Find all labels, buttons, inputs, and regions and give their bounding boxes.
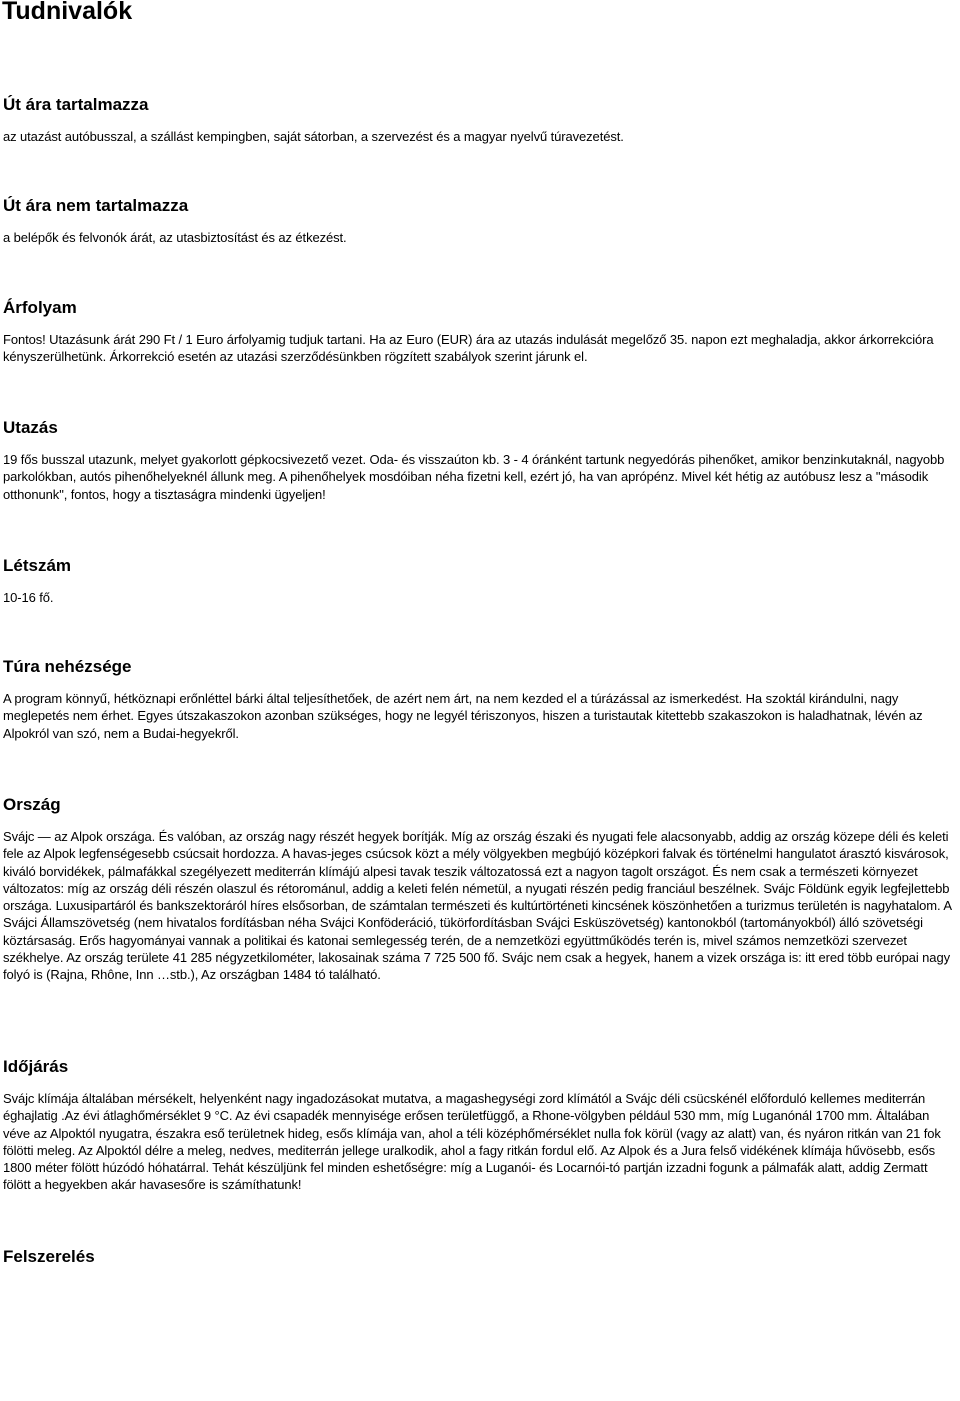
- section-text: Fontos! Utazásunk árát 290 Ft / 1 Euro árfolyamig tudjuk tartani. Ha az Euro (EUR) ára az utazás indulását megelőző 35. napon ezt meghaladja, akkor árkorrekcióra kényszerülhetünk. Árkorrekció esetén az utazási szerződésünkben rögzített szabályok szerint járunk el.: [3, 332, 934, 365]
- section-difficulty: [3, 656, 955, 742]
- section-heading: Felszerelés: [3, 1247, 95, 1266]
- section-heading: Árfolyam: [3, 298, 77, 317]
- section-heading: Túra nehézsége: [3, 657, 132, 676]
- section-text: 10-16 fő.: [3, 590, 54, 605]
- section-heading: Létszám: [3, 556, 72, 575]
- section-travel: [3, 417, 955, 503]
- section-text: Svájc klímája általában mérsékelt, helyenként nagy ingadozásokat mutatva, a magashegységi zord klímától a Svájc déli csücskénél előforduló kellemes mediterrán éghajlatig .Az évi átlaghőmérséklet 9 °C. Az évi csapadék mennyisége erősen területfüggő, a Rhone-völgyben például 530 mm, míg Luganónál 1700 mm. Általában véve az Alpoktól nyugatra, északra eső területnek hideg, esős klímája van, ahol a téli középhőmérséklet nulla fok körül (vagy az alatt) van, és nyáron ritkán van 21 fok fölötti meleg. Az Alpoktól délre a meleg, nedves, mediterrán jellege uralkodik, ahol a fagy ritkán fordul elő. Az Alpok és a Jura felső vidékének klímája hűvösebb, esős 1800 méter fölött húzódó hóhatárral. Tehát készüljünk fel minden eshetőségre: míg a Luganói- és Locarnói-tó partján izzadni fogunk a pálmafák alatt, addig Zermatt fölött a hegyekben akár havasesőre is számíthatunk!: [3, 1091, 941, 1193]
- section-heading: Ország: [3, 795, 61, 814]
- section-text: 19 fős busszal utazunk, melyet gyakorlott gépkocsivezető vezet. Oda- és visszaúton kb. 3 - 4 óránként tartunk negyedórás pihenőket, amikor benzinkutaknál, nagyobb parkolókban, autós pihenőhelyeknél állunk meg. A pihenőhelyek mosdóiban néha fizetni kell, ezért jó, ha van aprópénz. Mivel két hétig az autóbusz lesz a "második otthonunk", fontos, hogy a tisztaságra mindenki ügyeljen!: [3, 452, 945, 502]
- section-heading: Út ára nem tartalmazza: [3, 196, 189, 215]
- section-text: Svájc — az Alpok országa. És valóban, az ország nagy részét hegyek borítják. Míg az ország északi és nyugati fele alacsonyabb, addig az ország közepe déli és keleti fele az Alpok legfenségesebb csúcsait hordozza. A havas-jeges csúcsok közt a mély völgyekben megbújó középkori falvak és történelmi hangulatot árasztó kisvárosok, kiváló borvidékek, pálmafákkal szegélyezett mediterrán klímájú alpesi tavak teszik változatossá ezt a nagyon tagolt országot. És nem csak a természeti környezet változatos: míg az ország déli részén olaszul és rétorománul, addig a keleti felén németül, a nyugati részén pedig franciául beszélnek. Svájc Földünk egyik legfejlettebb országa. Luxusipartáról és bankszektoráról híres elsősorban, de számtalan természeti és kultúrtörténeti kincsének köszönhetően a turizmus területén is nagyhatalom. A Svájci Államszövetség (nem hivatalos fordításban néha Svájci Konföderáció, tükörfordításban Svájci Esküszövetség) kantonokból (tartományokból) álló szövetségi köztársaság. Erős hagyományai vannak a politikai és katonai semlegesség terén, de a nemzetközi együttműködés terén is, mivel számos nemzetközi szervezet székhelye. Az ország területe 41 285 négyzetkilométer, lakosainak száma 7 725 500 fő. Svájc nem csak a hegyek, hanem a vizek országa is: itt ered több európai nagy folyó is (Rajna, Rhône, Inn …stb.), Az országban 1484 tó található.: [3, 829, 952, 983]
- section-exchange-rate: [3, 297, 955, 366]
- section-equipment: [3, 1246, 955, 1268]
- section-group-size: [3, 555, 955, 606]
- section-heading: Út ára tartalmazza: [3, 95, 149, 114]
- section-weather: [3, 1056, 955, 1194]
- section-heading: Időjárás: [3, 1057, 69, 1076]
- section-heading: Utazás: [3, 418, 58, 437]
- page-title: Tudnivalók: [2, 0, 133, 25]
- section-price-includes: [3, 94, 955, 145]
- section-price-excludes: [3, 195, 955, 246]
- section-text: a belépők és felvonók árát, az utasbiztosítást és az étkezést.: [3, 230, 347, 245]
- section-country: [3, 794, 955, 984]
- section-text: az utazást autóbusszal, a szállást kempingben, saját sátorban, a szervezést és a magyar nyelvű túravezetést.: [3, 129, 624, 144]
- section-text: A program könnyű, hétköznapi erőnléttel bárki által teljesíthetőek, de azért nem árt, na nem kezded el a túrázással az ismerkedést. Ha szoktál kirándulni, nagy meglepetés nem érhet. Egyes útszakaszokon azonban szükséges, hogy ne legyél tériszonyos, hiszen a turistautak kitettebb szakaszokon is haladhatnak, lévén az Alpokról van szó, nem a Budai-hegyekről.: [3, 691, 923, 741]
